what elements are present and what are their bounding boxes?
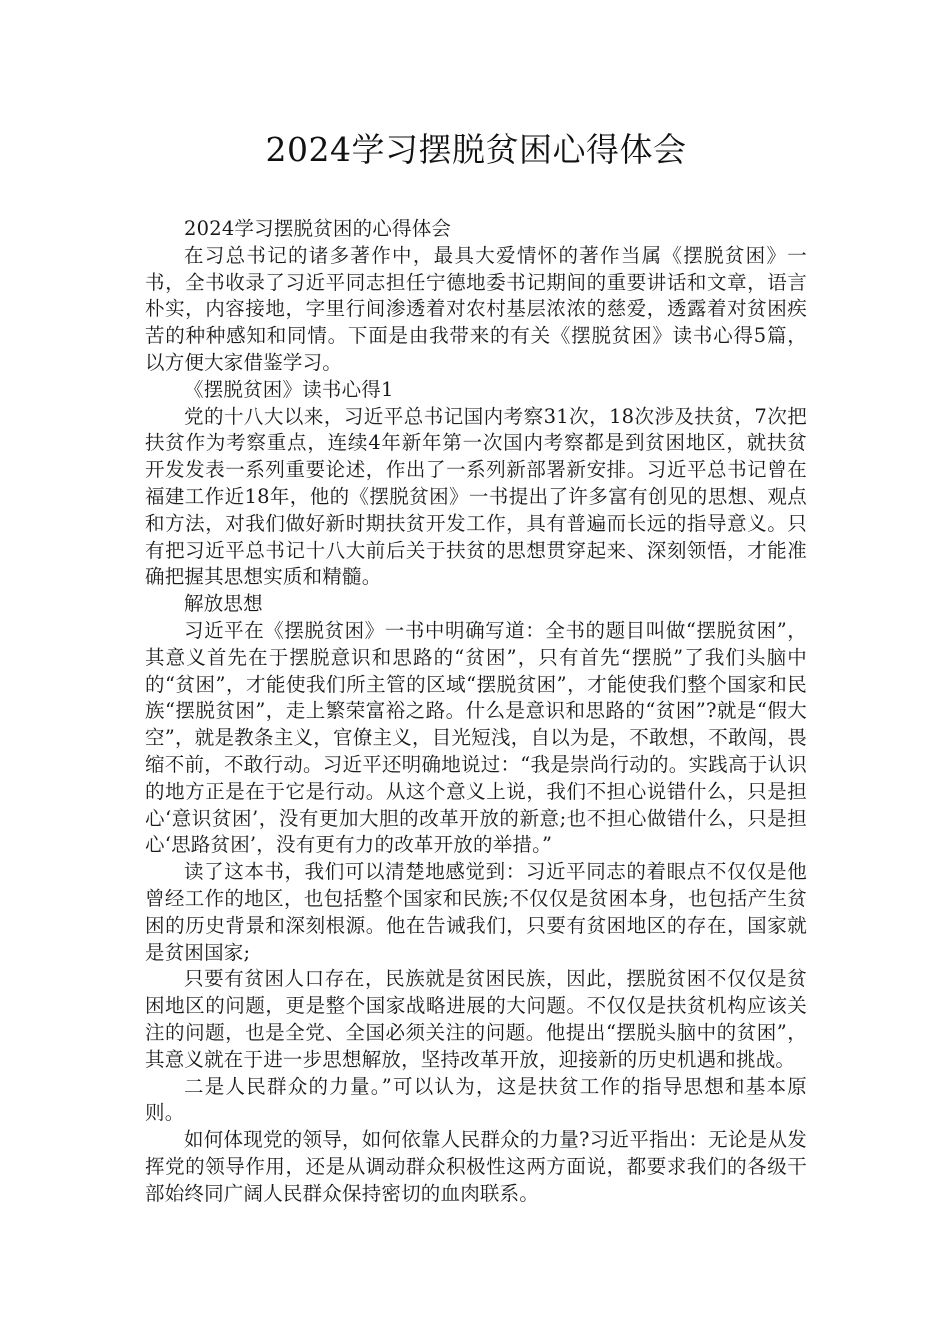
paragraph-body: 如何体现党的领导，如何依靠人民群众的力量?习近平指出：无论是从发挥党的领导作用，还是从调动群众积极性这两方面说，都要求我们的各级干部始终同广阔人民群众保持密切的血肉联系。 <box>145 1128 807 1205</box>
paragraph-intro: 在习总书记的诸多著作中，最具大爱情怀的著作当属《摆脱贫困》一书，全书收录了习近平同志担任宁德地委书记期间的重要讲话和文章，语言朴实，内容接地，字里行间渗透着对农村基层浓浓的慈爱，透露着对贫困疾苦的种种感知和同情。下面是由我带来的有关《摆脱贫困》读书心得5篇，以方便大家借鉴学习。 <box>145 243 807 374</box>
paragraph-heading-liberate-thought: 解放思想 <box>184 592 263 616</box>
paragraph-body: 党的十八大以来，习近平总书记国内考察31次，18次涉及扶贫，7次把扶贫作为考察重点，连续4年新年第一次国内考察都是到贫困地区，就扶贫开发发表一系列重要论述，作出了一系列新部署新安排。习近平总书记曾在福建工作近18年，他的《摆脱贫困》一书提出了许多富有创见的思想、观点和方法，对我们做好新时期扶贫开发工作，具有普遍而长远的指导意义。只有把习近平总书记十八大前后关于扶贫的思想贯穿起来、深刻领悟，才能准确把握其思想实质和精髓。 <box>145 404 807 589</box>
paragraph-body: 读了这本书，我们可以清楚地感觉到：习近平同志的着眼点不仅仅是他曾经工作的地区，也包括整个国家和民族;不仅仅是贫困本身，也包括产生贫困的历史背景和深刻根源。他在告诫我们，只要有贫困地区的存在，国家就是贫困国家; <box>145 860 807 964</box>
paragraph-body: 习近平在《摆脱贫困》一书中明确写道：全书的题目叫做“摆脱贫困”，其意义首先在于摆脱意识和思路的“贫困”，只有首先“摆脱”了我们头脑中的“贫困”，才能使我们所主管的区域“摆脱贫困”，才能使我们整个国家和民族“摆脱贫困”，走上繁荣富裕之路。什么是意识和思路的“贫困”?就是“假大空”，就是教条主义，官僚主义，目光短浅，自以为是，不敢想，不敢闯，畏缩不前，不敢行动。习近平还明确地说过：“我是崇尚行动的。实践高于认识的地方正是在于它是行动。从这个意义上说，我们不担心说错什么，只是担心‘意识贫困’，没有更加大胆的改革开放的新意;也不担心做错什么，只是担心‘思路贫困’，没有更有力的改革开放的举措。” <box>145 618 807 857</box>
document-page <box>145 126 807 1207</box>
paragraph-body: 只要有贫困人口存在，民族就是贫困民族，因此，摆脱贫困不仅仅是贫困地区的问题，更是整个国家战略进展的大问题。不仅仅是扶贫机构应该关注的问题，也是全党、全国必须关注的问题。他提出“摆脱头脑中的贫困”，其意义就在于进一步思想解放，坚持改革开放，迎接新的历史机遇和挑战。 <box>145 967 807 1071</box>
paragraph-body: 二是人民群众的力量。”可以认为，这是扶贫工作的指导思想和基本原则。 <box>145 1074 807 1125</box>
paragraph-subtitle: 2024学习摆脱贫困的心得体会 <box>184 217 452 240</box>
paragraph-section-heading-1: 《摆脱贫困》读书心得1 <box>184 377 394 401</box>
document-title: 2024学习摆脱贫困心得体会 <box>265 130 687 169</box>
